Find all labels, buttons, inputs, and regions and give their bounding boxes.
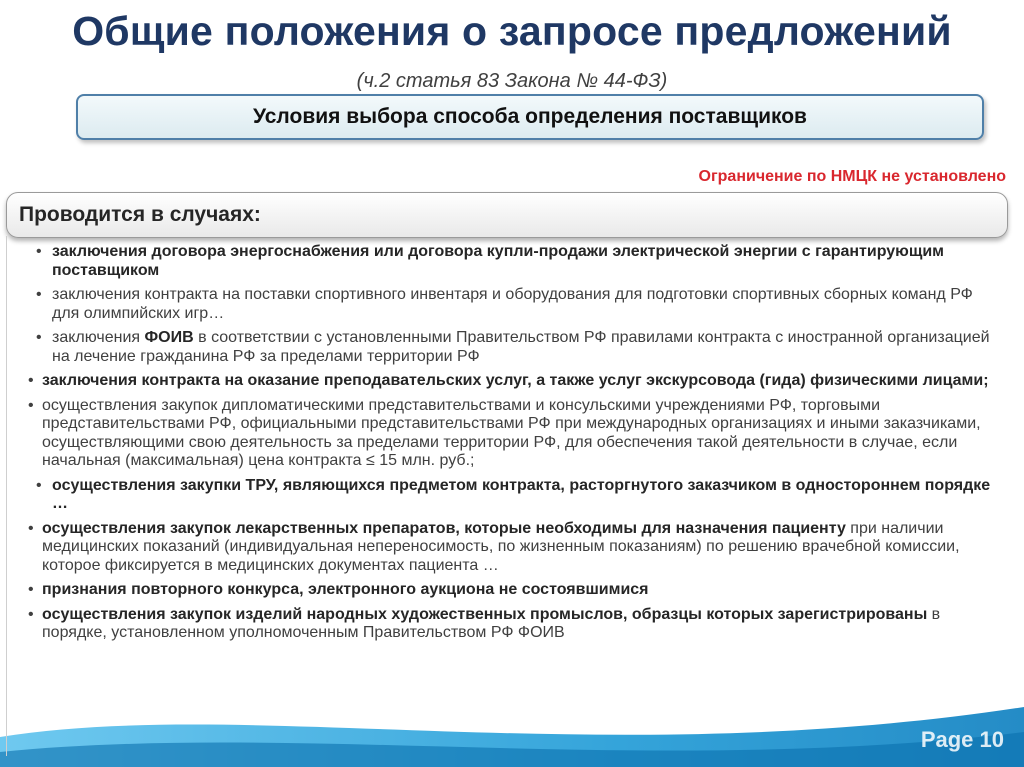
cases-header	[6, 192, 1008, 238]
left-divider	[6, 236, 7, 756]
list-item	[24, 606, 999, 643]
case-text: при наличии медицинских показаний (индивидуальная непереносимость, по жизненным показаниям) по решению врачебной комиссии, которое фиксируется в медицинских документах пациента …	[42, 519, 960, 574]
list-item	[24, 477, 999, 514]
limit-note: Ограничение по НМЦК не установлено	[698, 168, 1006, 185]
case-bold-text: осуществления закупки ТРУ, являющихся предметом контракта, расторгнутого заказчиком в одностороннем порядке …	[52, 476, 991, 512]
case-text: осуществления закупок дипломатическими представительствами и консульскими учреждениями РФ, торговыми представительствами РФ, официальными представительствами РФ при международных организациях и иными заказчиками, осуществляющими свою деятельность за пределами территории РФ, для обеспечения такой деятельности в случае, если начальная (максимальная) цена контракта ≤ 15 млн. руб.;	[42, 396, 981, 469]
case-bold-text: заключения контракта на оказание преподавательских услуг, а также услуг экскурсовода (гида) физическими лицами;	[42, 372, 989, 389]
case-bold-text: признания повторного конкурса, электронного аукциона не состоявшимися	[42, 581, 649, 598]
list-item	[24, 329, 999, 366]
case-text: в порядке, установленном уполномоченным Правительством РФ ФОИВ	[42, 605, 941, 641]
cases-header-label: Проводится в случаях:	[19, 203, 261, 226]
case-bold-text: осуществления закупок изделий народных художественных промыслов, образцы которых зарегистрированы	[42, 605, 928, 623]
list-item	[24, 372, 999, 391]
conditions-banner-label: Условия выбора способа определения поставщиков	[253, 105, 807, 128]
case-text: заключения	[52, 329, 145, 346]
case-bold-text: заключения договора энергоснабжения или договора купли-продажи электрической энергии с гарантирующим поставщиком	[52, 243, 944, 279]
list-item	[24, 286, 999, 323]
list-item	[24, 520, 999, 576]
law-reference: (ч.2 статья 83 Закона № 44-ФЗ)	[356, 70, 668, 92]
bottom-wave-decoration	[0, 677, 1024, 767]
list-item	[24, 243, 999, 280]
page-title: Общие положения о запросе предложений	[72, 8, 952, 54]
conditions-banner	[76, 94, 984, 140]
list-item	[24, 397, 999, 471]
case-bold-text: осуществления закупок лекарственных препаратов, которые необходимы для назначения пациенту	[42, 519, 846, 537]
page-number: Page 10	[920, 727, 1004, 752]
list-item	[24, 581, 999, 600]
cases-list	[24, 243, 999, 649]
case-text: заключения контракта на поставки спортивного инвентаря и оборудования для подготовки спортивных сборных команд РФ для олимпийских игр…	[52, 286, 973, 322]
case-bold-text: ФОИВ	[144, 329, 194, 346]
case-text: в соответствии с установленными Правительством РФ правилами контракта с иностранной организацией на лечение гражданина РФ за пределами территории РФ	[52, 329, 990, 365]
